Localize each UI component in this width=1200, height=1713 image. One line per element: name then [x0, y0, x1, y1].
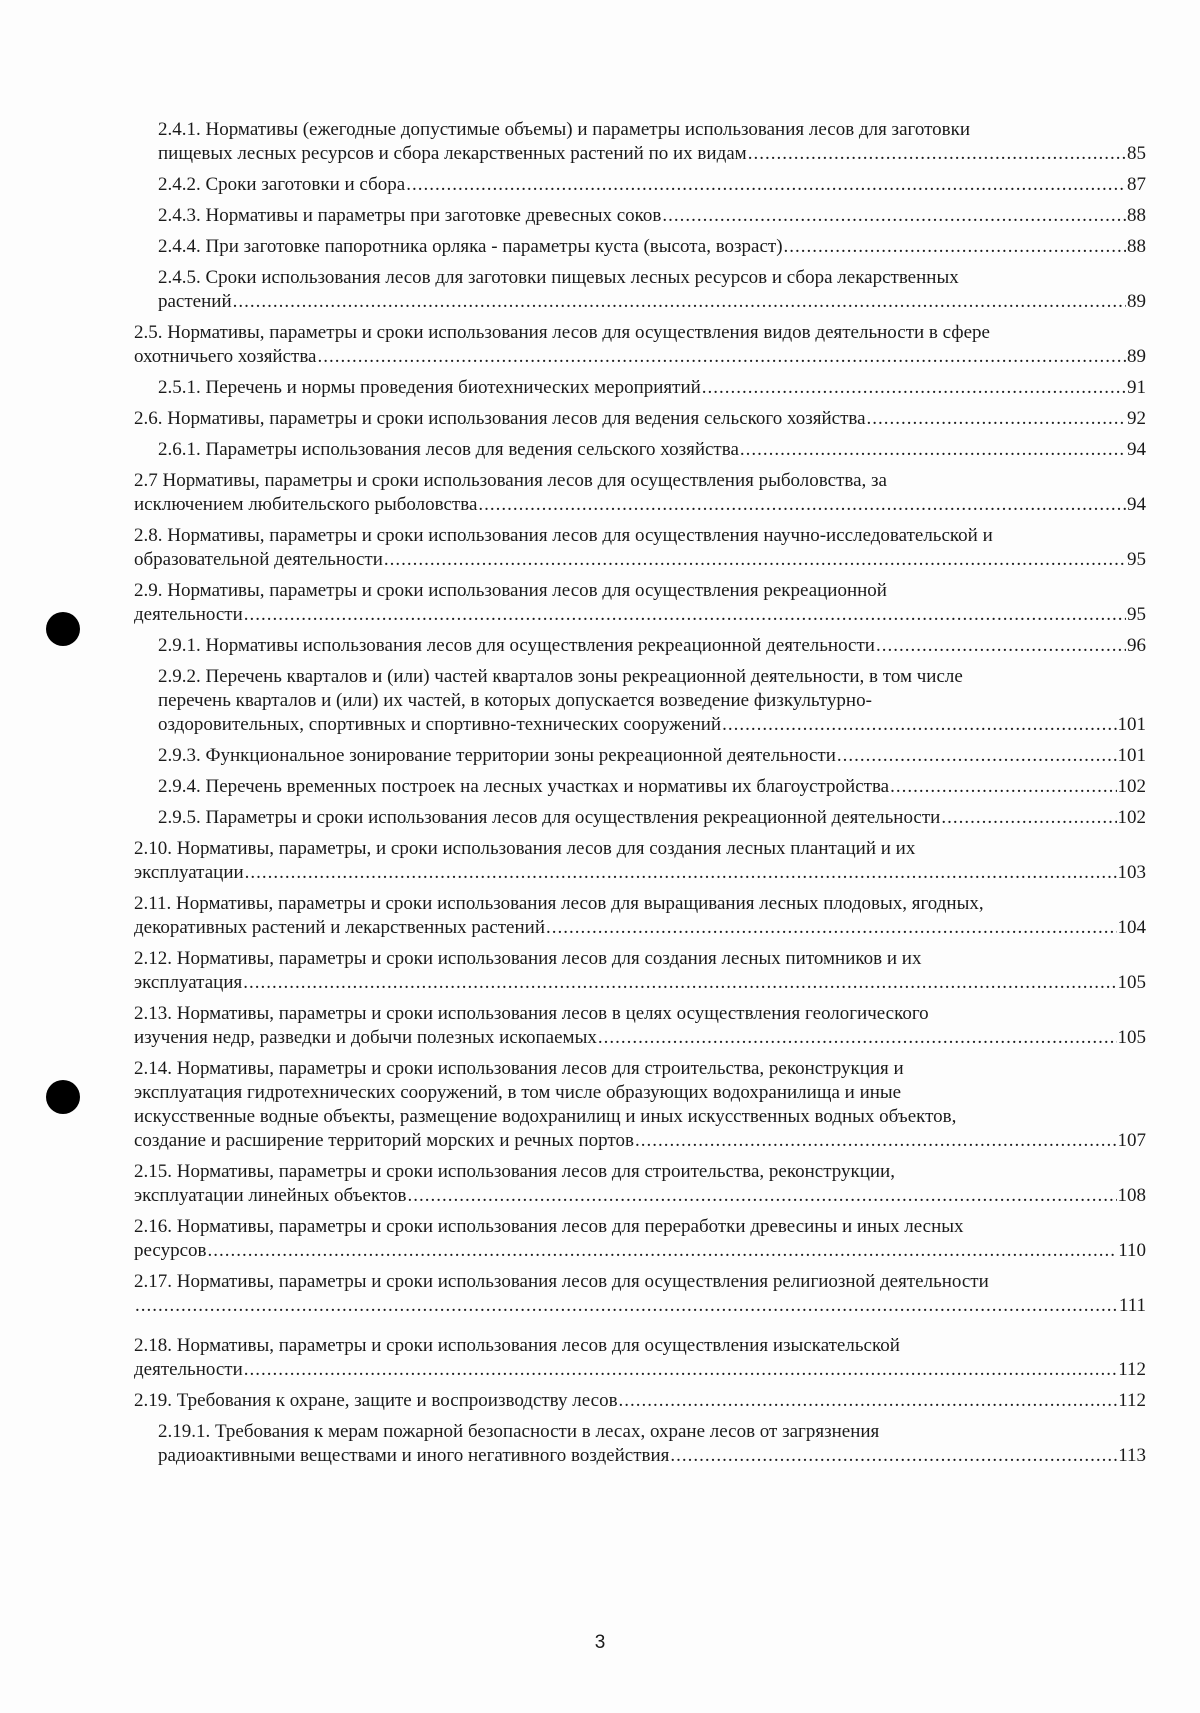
toc-page-number: 95: [1127, 604, 1146, 625]
toc-entry[interactable]: [134, 1389, 1146, 1413]
toc-entry[interactable]: [134, 1420, 1146, 1468]
toc-entry-title: 2.4.2. Сроки заготовки и сбора: [158, 174, 406, 195]
dot-leader: [478, 493, 1126, 517]
dot-leader: [243, 971, 1116, 995]
toc-entry-final-line: [134, 1389, 1146, 1413]
toc-page-number: 94: [1127, 439, 1146, 460]
toc-entry-title: охотничьего хозяйства: [134, 346, 317, 367]
toc-entry-final-line: [158, 713, 1146, 737]
toc-page-number: 101: [1117, 714, 1146, 735]
dot-leader: [635, 1129, 1117, 1153]
toc-entry-line: 2.8. Нормативы, параметры и сроки использования лесов для осуществления научно-исследовательской и: [134, 525, 993, 546]
toc-entry-title: исключением любительского рыболовства: [134, 494, 478, 515]
toc-entry-final-line: [134, 1026, 1146, 1050]
toc-entry[interactable]: [134, 524, 1146, 572]
toc-entry-line: 2.7 Нормативы, параметры и сроки использования лесов для осуществления рыболовства, за: [134, 470, 887, 491]
toc-entry[interactable]: [134, 665, 1146, 737]
toc-entry-title: образовательной деятельности: [134, 549, 383, 570]
toc-entry-title: эксплуатации линейных объектов: [134, 1185, 407, 1206]
toc-entry[interactable]: [134, 1270, 1146, 1318]
toc-entry-title: растений: [158, 291, 232, 312]
toc-entry[interactable]: [134, 947, 1146, 995]
toc-page-number: 113: [1118, 1445, 1146, 1466]
toc-entry-final-line: [134, 1239, 1146, 1263]
toc-entry-line: 2.17. Нормативы, параметры и сроки использования лесов для осуществления религиозной деятельности: [134, 1271, 989, 1292]
toc-entry-line: 2.11. Нормативы, параметры и сроки использования лесов для выращивания лесных плодовых, ягодных,: [134, 893, 984, 914]
toc-entry-final-line: [158, 438, 1146, 462]
toc-entry-title: ресурсов: [134, 1240, 207, 1261]
toc-entry[interactable]: [134, 892, 1146, 940]
toc-entry[interactable]: [134, 1002, 1146, 1050]
toc-entry-title: 2.19. Требования к охране, защите и воспроизводству лесов: [134, 1390, 618, 1411]
toc-page-number: 89: [1127, 291, 1146, 312]
toc-entry-line: 2.16. Нормативы, параметры и сроки использования лесов для переработки древесины и иных лесных: [134, 1216, 964, 1237]
toc-entry-title: 2.6.1. Параметры использования лесов для ведения сельского хозяйства: [158, 439, 739, 460]
toc-page-number: 94: [1127, 494, 1146, 515]
toc-page-number: 103: [1117, 862, 1146, 883]
toc-entry-title: создание и расширение территорий морских и речных портов: [134, 1130, 634, 1151]
toc-entry[interactable]: [134, 1334, 1146, 1382]
dot-leader: [662, 204, 1126, 228]
toc-entry[interactable]: [134, 376, 1146, 400]
dot-leader: [598, 1026, 1117, 1050]
toc-entry-final-line: [134, 971, 1146, 995]
toc-page-number: 85: [1127, 143, 1146, 164]
dot-leader: [722, 713, 1116, 737]
toc-entry-line: 2.12. Нормативы, параметры и сроки использования лесов для создания лесных питомников и их: [134, 948, 922, 969]
dot-leader: [135, 1294, 1118, 1318]
binder-hole: [46, 612, 80, 646]
toc-entry-final-line: [158, 775, 1146, 799]
toc-entry-line: 2.9. Нормативы, параметры и сроки использования лесов для осуществления рекреационной: [134, 580, 887, 601]
dot-leader: [245, 861, 1117, 885]
toc-page-number: 89: [1127, 346, 1146, 367]
toc-entry-line: 2.9.2. Перечень кварталов и (или) частей кварталов зоны рекреационной деятельности, в том числе: [158, 666, 963, 687]
toc-entry[interactable]: [134, 1215, 1146, 1263]
toc-entry-title: радиоактивными веществами и иного негативного воздействия: [158, 1445, 670, 1466]
dot-leader: [407, 1184, 1116, 1208]
toc-entry-line: 2.4.1. Нормативы (ежегодные допустимые объемы) и параметры использования лесов для заготовки: [158, 119, 970, 140]
toc-entry[interactable]: [134, 837, 1146, 885]
toc-entry-final-line: [134, 548, 1146, 572]
toc-entry-final-line: [158, 142, 1146, 166]
toc-entry-title: 2.4.4. При заготовке папоротника орляка - параметры куста (высота, возраст): [158, 236, 783, 257]
toc-entry-line: 2.4.5. Сроки использования лесов для заготовки пищевых лесных ресурсов и сбора лекарственных: [158, 267, 959, 288]
toc-entry-title: эксплуатация: [134, 972, 243, 993]
dot-leader: [619, 1389, 1118, 1413]
toc-entry[interactable]: [134, 579, 1146, 627]
toc-page-number: 110: [1118, 1240, 1146, 1261]
dot-leader: [867, 407, 1126, 431]
dot-leader: [384, 548, 1126, 572]
toc-entry-final-line: [158, 290, 1146, 314]
toc-entry-title: деятельности: [134, 1359, 243, 1380]
dot-leader: [233, 290, 1126, 314]
toc-entry-title: 2.9.1. Нормативы использования лесов для осуществления рекреационной деятельности: [158, 635, 875, 656]
toc-entry[interactable]: [134, 634, 1146, 658]
dot-leader: [784, 235, 1126, 259]
dot-leader: [941, 806, 1116, 830]
table-of-contents: [134, 118, 1146, 1475]
toc-entry-line: 2.10. Нормативы, параметры, и сроки использования лесов для создания лесных плантаций и их: [134, 838, 916, 859]
toc-entry-title: декоративных растений и лекарственных растений: [134, 917, 545, 938]
toc-page-number: 102: [1117, 807, 1146, 828]
toc-entry-title: 2.6. Нормативы, параметры и сроки использования лесов для ведения сельского хозяйства: [134, 408, 866, 429]
toc-entry-final-line: [158, 744, 1146, 768]
dot-leader: [740, 438, 1126, 462]
toc-entry[interactable]: [134, 173, 1146, 197]
dot-leader: [244, 1358, 1117, 1382]
toc-entry-final-line: [158, 173, 1146, 197]
toc-entry-title: изучения недр, разведки и добычи полезных ископаемых: [134, 1027, 597, 1048]
dot-leader: [406, 173, 1126, 197]
toc-entry-title: оздоровительных, спортивных и спортивно-технических сооружений: [158, 714, 722, 735]
toc-entry[interactable]: [134, 118, 1146, 166]
toc-page-number: 107: [1117, 1130, 1146, 1151]
toc-entry-line: 2.19.1. Требования к мерам пожарной безопасности в лесах, охране лесов от загрязнения: [158, 1421, 880, 1442]
page-number: 3: [594, 1632, 606, 1653]
toc-entry-final-line: [134, 407, 1146, 431]
toc-entry-final-line: [134, 916, 1146, 940]
toc-page-number: 112: [1118, 1359, 1146, 1380]
toc-entry[interactable]: [134, 744, 1146, 768]
toc-entry-final-line: [158, 376, 1146, 400]
toc-entry-line: 2.18. Нормативы, параметры и сроки использования лесов для осуществления изыскательской: [134, 1335, 900, 1356]
toc-page-number: 102: [1117, 776, 1146, 797]
toc-entry-title: 2.9.3. Функциональное зонирование территории зоны рекреационной деятельности: [158, 745, 836, 766]
toc-page-number: 95: [1127, 549, 1146, 570]
toc-entry[interactable]: [134, 438, 1146, 462]
toc-page-number: 108: [1117, 1185, 1146, 1206]
toc-entry-line: перечень кварталов и (или) их частей, в которых допускается возведение физкультурно-: [158, 690, 872, 711]
toc-page-number: 88: [1127, 236, 1146, 257]
toc-entry-title: эксплуатации: [134, 862, 244, 883]
toc-page-number: 105: [1117, 1027, 1146, 1048]
toc-page-number: 91: [1127, 377, 1146, 398]
dot-leader: [702, 376, 1126, 400]
toc-entry[interactable]: [134, 775, 1146, 799]
toc-entry-line: 2.5. Нормативы, параметры и сроки использования лесов для осуществления видов деятельности в сфере: [134, 322, 990, 343]
toc-entry-final-line: [158, 235, 1146, 259]
toc-entry-title: 2.9.4. Перечень временных построек на лесных участках и нормативы их благоустройства: [158, 776, 890, 797]
dot-leader: [670, 1444, 1117, 1468]
toc-entry-final-line: [134, 603, 1146, 627]
toc-entry-line: эксплуатация гидротехнических сооружений, в том числе образующих водохранилища и иные: [134, 1082, 902, 1103]
toc-entry-final-line: [158, 806, 1146, 830]
toc-page-number: 111: [1118, 1295, 1146, 1316]
toc-entry-title: деятельности: [134, 604, 243, 625]
toc-entry-final-line: [134, 1184, 1146, 1208]
dot-leader: [890, 775, 1116, 799]
toc-page-number: 96: [1127, 635, 1146, 656]
toc-entry-final-line: [134, 1294, 1146, 1318]
toc-entry-title: 2.9.5. Параметры и сроки использования лесов для осуществления рекреационной деятельности: [158, 807, 941, 828]
dot-leader: [837, 744, 1117, 768]
toc-entry-line: искусственные водные объекты, размещение водохранилищ и иных искусственных водных объектов,: [134, 1106, 957, 1127]
toc-entry-title: 2.5.1. Перечень и нормы проведения биотехнических мероприятий: [158, 377, 701, 398]
toc-entry[interactable]: [134, 321, 1146, 369]
toc-entry[interactable]: [134, 235, 1146, 259]
toc-entry-final-line: [158, 634, 1146, 658]
toc-entry-line: 2.15. Нормативы, параметры и сроки использования лесов для строительства, реконструкции,: [134, 1161, 895, 1182]
toc-entry[interactable]: [134, 469, 1146, 517]
toc-entry-final-line: [134, 1358, 1146, 1382]
toc-entry-final-line: [158, 204, 1146, 228]
dot-leader: [876, 634, 1126, 658]
toc-entry-line: 2.14. Нормативы, параметры и сроки использования лесов для строительства, реконструкция и: [134, 1058, 904, 1079]
toc-page-number: 88: [1127, 205, 1146, 226]
toc-entry[interactable]: [134, 204, 1146, 228]
toc-entry-final-line: [158, 1444, 1146, 1468]
dot-leader: [244, 603, 1126, 627]
toc-entry-final-line: [134, 1129, 1146, 1153]
toc-page-number: 105: [1117, 972, 1146, 993]
toc-entry-final-line: [134, 493, 1146, 517]
toc-entry[interactable]: [134, 407, 1146, 431]
toc-entry[interactable]: [134, 1057, 1146, 1153]
dot-leader: [208, 1239, 1118, 1263]
binder-hole: [46, 1080, 80, 1114]
toc-entry-final-line: [134, 345, 1146, 369]
toc-page-number: 112: [1118, 1390, 1146, 1411]
toc-entry[interactable]: [134, 1160, 1146, 1208]
toc-entry-line: 2.13. Нормативы, параметры и сроки использования лесов в целях осуществления геологического: [134, 1003, 929, 1024]
toc-page-number: 101: [1117, 745, 1146, 766]
toc-page-number: 92: [1127, 408, 1146, 429]
dot-leader: [748, 142, 1126, 166]
toc-page-number: 87: [1127, 174, 1146, 195]
toc-entry-title: пищевых лесных ресурсов и сбора лекарственных растений по их видам: [158, 143, 747, 164]
toc-entry[interactable]: [134, 806, 1146, 830]
toc-entry-title: 2.4.3. Нормативы и параметры при заготовке древесных соков: [158, 205, 662, 226]
toc-entry[interactable]: [134, 266, 1146, 314]
toc-page-number: 104: [1117, 917, 1146, 938]
dot-leader: [546, 916, 1117, 940]
toc-entry-final-line: [134, 861, 1146, 885]
dot-leader: [318, 345, 1127, 369]
